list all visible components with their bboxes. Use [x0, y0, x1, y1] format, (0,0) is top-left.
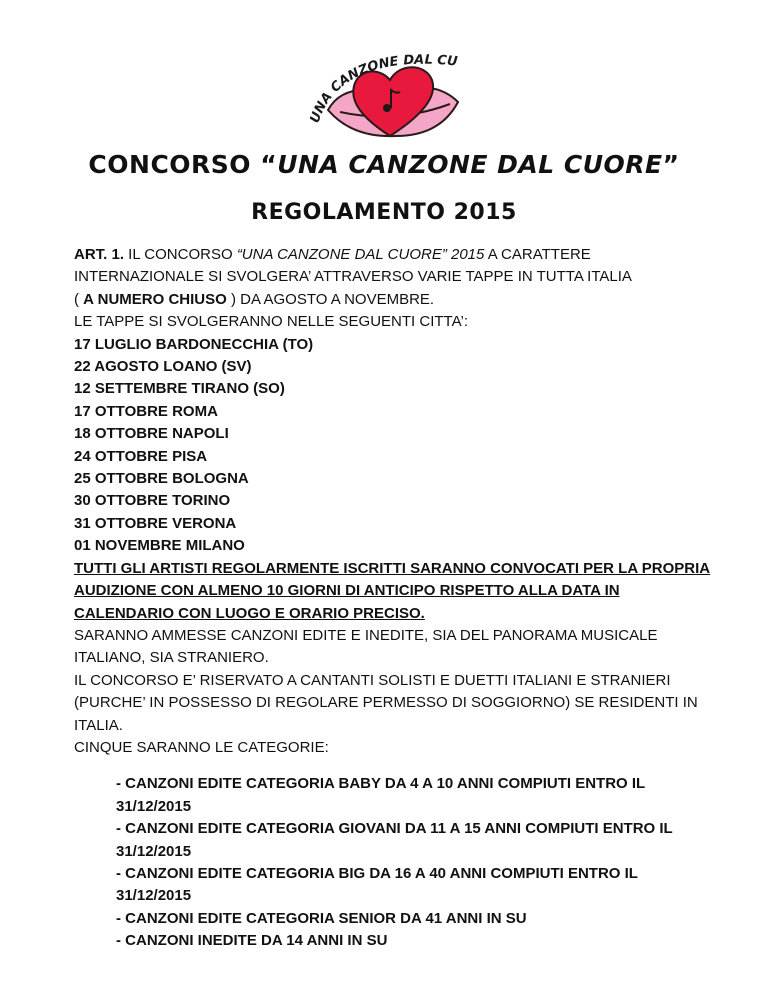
category-item: 31/12/2015 [116, 797, 192, 815]
category-item: 31/12/2015 [116, 887, 192, 905]
category-item: - CANZONI EDITE CATEGORIA SENIOR DA 41 ANNI IN SU [116, 909, 527, 927]
paragraph-line: ITALIANO, SIA STRANIERO. [74, 649, 269, 667]
stage-item: 18 OTTOBRE NAPOLI [74, 425, 229, 443]
stage-item: 01 NOVEMBRE MILANO [74, 537, 245, 555]
document-body [74, 244, 714, 953]
stage-item: 12 SETTEMBRE TIRANO (SO) [74, 380, 285, 398]
art1-line-4: LE TAPPE SI SVOLGERANNO NELLE SEGUENTI CITTA’: [74, 313, 468, 331]
paragraph-line: (PURCHE’ IN POSSESSO DI REGOLARE PERMESSO DI SOGGIORNO) SE RESIDENTI IN [74, 694, 698, 712]
paragraph-line: ITALIA. [74, 716, 123, 734]
category-list [74, 773, 714, 952]
paragraph-line: CINQUE SARANNO LE CATEGORIE: [74, 738, 329, 756]
notice-line: CALENDARIO CON LUOGO E ORARIO PRECISO. [74, 604, 425, 622]
stage-item: 22 AGOSTO LOANO (SV) [74, 358, 252, 376]
stage-item: 30 OTTOBRE TORINO [74, 492, 231, 510]
category-item: - CANZONI EDITE CATEGORIA GIOVANI DA 11 A 15 ANNI COMPIUTI ENTRO IL [116, 820, 673, 838]
art1-line-2: INTERNAZIONALE SI SVOLGERA’ ATTRAVERSO VARIE TAPPE IN TUTTA ITALIA [74, 268, 632, 286]
stage-item: 25 OTTOBRE BOLOGNA [74, 470, 249, 488]
category-item: 31/12/2015 [116, 842, 192, 860]
page-subtitle: REGOLAMENTO 2015 [251, 200, 517, 225]
category-item: - CANZONI INEDITE DA 14 ANNI IN SU [116, 932, 388, 950]
logo-text: UNA CANZONE DAL CU [307, 52, 459, 126]
stage-item: 31 OTTOBRE VERONA [74, 514, 237, 532]
contest-logo [300, 32, 470, 140]
stage-item: 17 LUGLIO BARDONECCHIA (TO) [74, 335, 314, 353]
stage-item: 17 OTTOBRE ROMA [74, 402, 218, 420]
paragraph-line: IL CONCORSO E’ RISERVATO A CANTANTI SOLISTI E DUETTI ITALIANI E STRANIERI [74, 671, 671, 689]
art1-line-1: ART. 1. IL CONCORSO “UNA CANZONE DAL CUORE” 2015 A CARATTERE [74, 246, 591, 263]
category-item: - CANZONI EDITE CATEGORIA BABY DA 4 A 10 ANNI COMPIUTI ENTRO IL [116, 775, 646, 793]
stage-item: 24 OTTOBRE PISA [74, 447, 208, 465]
notice-line: AUDIZIONE CON ALMENO 10 GIORNI DI ANTICIPO RISPETTO ALLA DATA IN [74, 582, 620, 600]
notice-line: TUTTI GLI ARTISTI REGOLARMENTE ISCRITTI SARANNO CONVOCATI PER LA PROPRIA [74, 559, 711, 577]
page-title: CONCORSO “UNA CANZONE DAL CUORE” [88, 150, 680, 179]
heart-lips-logo-icon [300, 32, 470, 140]
category-item: - CANZONI EDITE CATEGORIA BIG DA 16 A 40 ANNI COMPIUTI ENTRO IL [116, 864, 638, 882]
paragraph-line: SARANNO AMMESSE CANZONI EDITE E INEDITE, SIA DEL PANORAMA MUSICALE [74, 626, 658, 644]
art1-line-3: ( A NUMERO CHIUSO ) DA AGOSTO A NOVEMBRE. [74, 290, 435, 308]
